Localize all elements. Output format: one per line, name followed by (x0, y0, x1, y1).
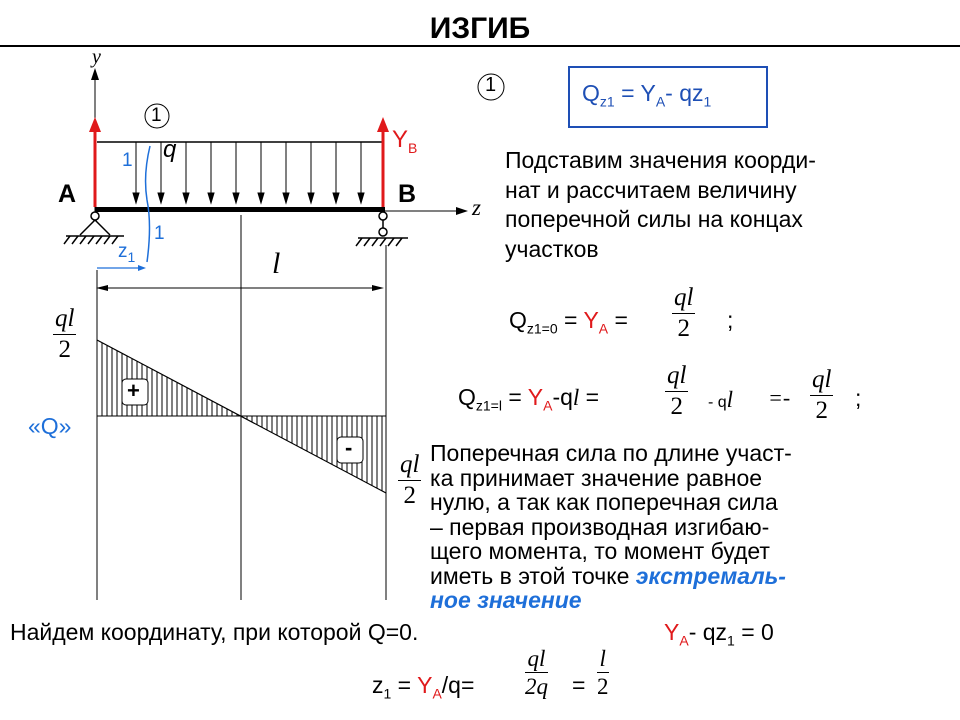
explanation-paragraph: Подставим значения коорди- нат и рассчитаем величину поперечной силы на концах участков (505, 147, 816, 262)
formula-q-zl-fraction-1: $\frac{ql}{2}$ (667, 362, 687, 420)
support-a (64, 212, 124, 244)
find-coordinate-text: Найдем координату, при которой Q=0. (10, 619, 419, 645)
formula-q-zl-minus: - ql (708, 387, 734, 412)
y-axis-label: y (92, 46, 101, 68)
section-label-bottom: 1 (154, 223, 165, 244)
section-label-top: 1 (122, 150, 133, 171)
formula-section-number: 1 (485, 74, 497, 96)
z1-fraction-1: $\frac{ql}{2q}$ (525, 646, 548, 699)
z1-equation: $z_1 = Y_A/q=$ (372, 672, 475, 702)
support-b-label: B (398, 180, 417, 208)
section-cut (146, 146, 150, 262)
minus-sign: - (345, 435, 353, 460)
support-a-label: A (58, 180, 77, 208)
support-b (356, 212, 408, 246)
reaction-b-label: $Y_B$ (392, 126, 418, 156)
section-number: 1 (151, 105, 162, 126)
diagram-name: «Q» (28, 413, 72, 439)
beam (95, 207, 385, 212)
left-value: $\frac{ql}{2}$ (55, 305, 75, 363)
formula-q-zl-fraction-2: $\frac{ql}{2}$ (812, 366, 832, 424)
length-label: l (272, 247, 281, 280)
coordinate-label: $z_1$ (118, 241, 136, 265)
formula-q-zl: $Q_{z1=l} = Y_A-ql$ = (458, 384, 600, 414)
formula-q-zl-semicolon: ; (855, 385, 862, 411)
z1-fraction-2: $\frac{l}{2}$ (597, 646, 609, 699)
formula-q-z0-semicolon: ; (727, 307, 734, 333)
formula-q-zl-eq: =- (768, 385, 791, 410)
page-title: ИЗГИБ (429, 12, 531, 45)
load-label: q (163, 136, 177, 163)
zero-equation: $Y_A-$ $qz_1 = 0$ (664, 619, 774, 649)
z-axis-label: z (472, 195, 481, 220)
formula-q-z0: $Q_{z1=0} = Y_A$ = (509, 307, 628, 337)
right-value: $\frac{ql}{2}$ (400, 451, 420, 509)
formula-q-z0-fraction: $\frac{ql}{2}$ (674, 284, 694, 342)
z1-equals: = (572, 672, 586, 698)
formula-q-z1: $Q_{z1} = Y_A-$ $qz_1$ (582, 80, 712, 110)
plus-sign: + (127, 378, 140, 403)
conclusion-paragraph: Поперечная сила по длине участ- ка принимает значение равное нулю, а так как поперечная сила – первая производная изгибаю- щего момента, то момент будет иметь в этой точке экстремаль- ное значение (430, 440, 792, 613)
